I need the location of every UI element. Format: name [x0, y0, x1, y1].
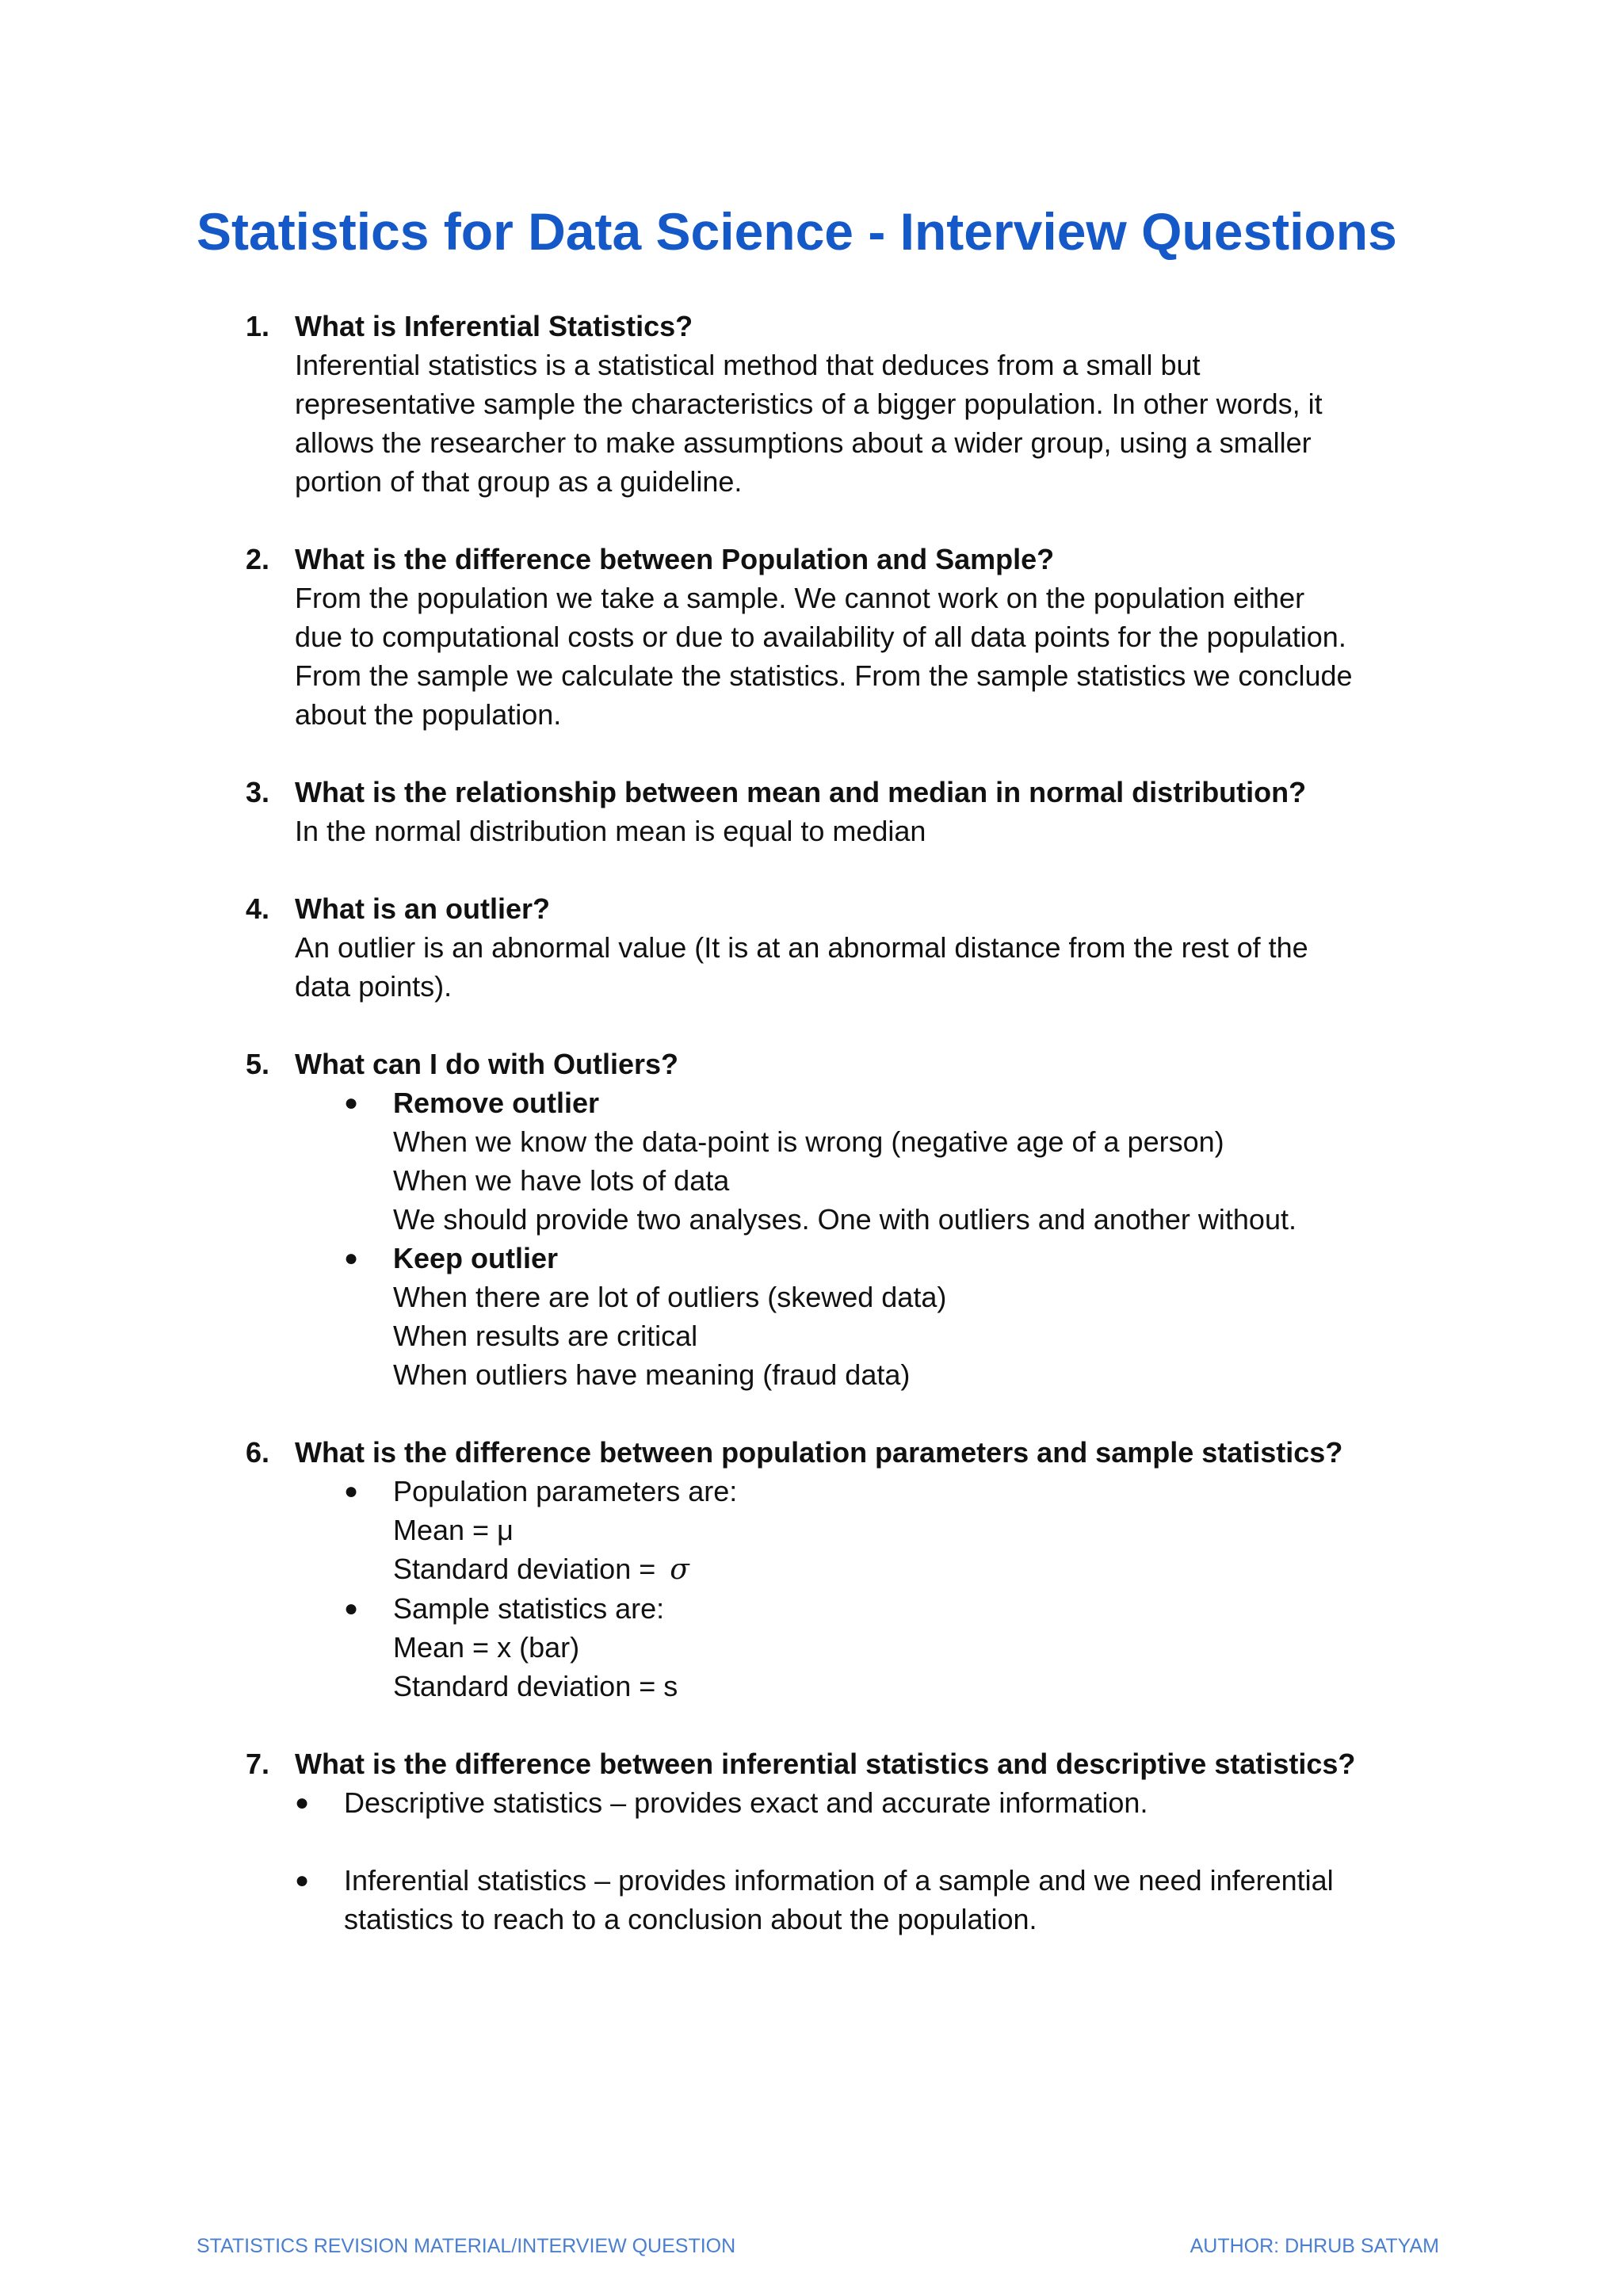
bullet-line: Mean = x (bar) — [393, 1631, 580, 1664]
answer-line: about the population. — [295, 698, 562, 731]
question-text: What is the difference between population parameters and sample statistics? — [295, 1436, 1343, 1469]
answer-text — [295, 928, 1450, 1006]
answer-line: due to computational costs or due to availability of all data points for the population. — [295, 621, 1346, 653]
bullet-heading: Population parameters are: — [393, 1475, 738, 1507]
question-item-5 — [246, 1045, 1450, 1394]
question-item-4 — [246, 889, 1450, 1006]
bullet-line: When results are critical — [393, 1320, 698, 1352]
bullet-item-keep-outlier — [295, 1239, 1450, 1394]
bullet-icon: ● — [295, 1867, 310, 1893]
bullet-line: When we know the data-point is wrong (negative age of a person) — [393, 1125, 1224, 1158]
question-number: 1. — [246, 310, 270, 342]
answer-text — [295, 579, 1450, 734]
answer-text — [295, 346, 1450, 501]
bullet-line: When outliers have meaning (fraud data) — [393, 1358, 911, 1391]
question-number: 5. — [246, 1048, 270, 1080]
bullet-item-descriptive — [295, 1783, 1450, 1822]
answer-line: representative sample the characteristics of a bigger population. In other words, it — [295, 388, 1323, 420]
question-item-3 — [246, 773, 1450, 850]
bullet-line-text: Standard deviation = — [393, 1553, 664, 1585]
bullet-icon: ● — [344, 1090, 359, 1116]
question-text: What is the difference between inferential statistics and descriptive statistics? — [295, 1748, 1356, 1780]
bullet-line: Inferential statistics – provides information of a sample and we need inferential — [344, 1864, 1334, 1897]
bullet-item-remove-outlier — [295, 1083, 1450, 1239]
question-number: 6. — [246, 1436, 270, 1469]
page-title: Statistics for Data Science - Interview Questions — [197, 202, 1397, 261]
question-number: 7. — [246, 1748, 270, 1780]
bullet-line: When there are lot of outliers (skewed data) — [393, 1281, 947, 1313]
bullet-icon: ● — [344, 1595, 359, 1622]
answer-line: allows the researcher to make assumptions about a wider group, using a smaller — [295, 426, 1312, 459]
footer-author-text: AUTHOR: DHRUB SATYAM — [1190, 2235, 1439, 2257]
sigma-symbol: σ — [670, 1553, 689, 1586]
question-item-2 — [246, 540, 1450, 734]
bullet-item-population-parameters — [295, 1472, 1450, 1589]
question-text: What is the relationship between mean and median in normal distribution? — [295, 776, 1307, 808]
bullet-line: We should provide two analyses. One with outliers and another without. — [393, 1203, 1296, 1236]
bullet-line-sigma — [393, 1549, 1450, 1589]
question-item-6 — [246, 1433, 1450, 1706]
bullet-line: Descriptive statistics – provides exact and accurate information. — [344, 1786, 1148, 1819]
bullet-line: Mean = μ — [393, 1514, 514, 1546]
bullet-heading: Remove outlier — [393, 1087, 600, 1119]
question-item-7 — [246, 1744, 1450, 1939]
bullet-icon: ● — [344, 1478, 359, 1504]
answer-text — [295, 812, 1450, 850]
question-number: 3. — [246, 776, 270, 808]
bullet-heading: Keep outlier — [393, 1242, 559, 1274]
question-text: What can I do with Outliers? — [295, 1048, 679, 1080]
question-text: What is the difference between Population and Sample? — [295, 543, 1055, 575]
bullet-item-sample-statistics — [295, 1589, 1450, 1706]
question-list — [246, 307, 1450, 1977]
bullet-icon: ● — [295, 1790, 310, 1816]
answer-line: An outlier is an abnormal value (It is at an abnormal distance from the rest of the — [295, 931, 1308, 964]
bullet-line: Standard deviation = s — [393, 1670, 678, 1702]
bullet-line: statistics to reach to a conclusion about the population. — [344, 1903, 1037, 1935]
question-text: What is an outlier? — [295, 892, 551, 925]
footer-left-text: STATISTICS REVISION MATERIAL/INTERVIEW QUESTION — [197, 2235, 736, 2257]
answer-line: In the normal distribution mean is equal to median — [295, 815, 926, 847]
question-text: What is Inferential Statistics? — [295, 310, 693, 342]
bullet-heading: Sample statistics are: — [393, 1592, 665, 1625]
question-number: 2. — [246, 543, 270, 575]
answer-line: data points). — [295, 970, 453, 1003]
answer-line: From the sample we calculate the statistics. From the sample statistics we conclude — [295, 659, 1353, 692]
answer-line: From the population we take a sample. We cannot work on the population either — [295, 582, 1305, 614]
question-item-1 — [246, 307, 1450, 501]
question-number: 4. — [246, 892, 270, 925]
bullet-line: When we have lots of data — [393, 1164, 730, 1197]
bullet-icon: ● — [344, 1245, 359, 1271]
answer-line: Inferential statistics is a statistical method that deduces from a small but — [295, 349, 1201, 381]
bullet-item-inferential — [295, 1861, 1450, 1939]
answer-line: portion of that group as a guideline. — [295, 465, 743, 498]
